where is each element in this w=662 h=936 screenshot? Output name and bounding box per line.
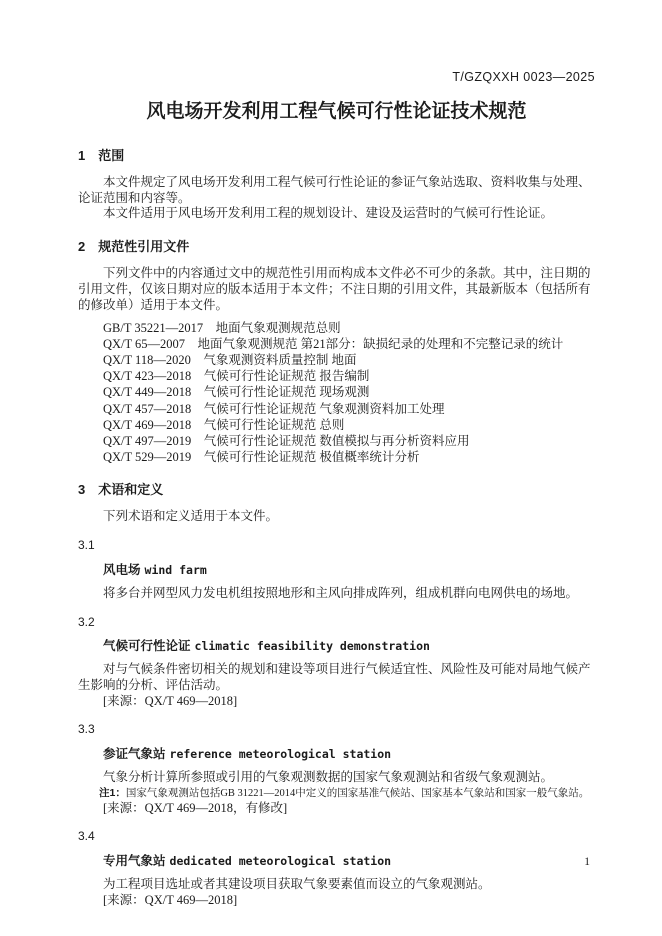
section-3-heading: 3 术语和定义 <box>78 482 164 498</box>
term-name <box>103 563 595 579</box>
term-definition: 气象分析计算所参照或引用的气象观测数据的国家气象观测站和省级气象观测站。 <box>103 769 554 784</box>
section-1-paragraph: 本文件规定了风电场开发利用工程气候可行性论证的参证气象站选取、资料收集与处理、论证范围和内容等。 <box>78 174 591 205</box>
term-name-zh: 专用气象站 <box>103 853 166 868</box>
section-1-heading: 1 范围 <box>78 147 125 163</box>
reference-item: GB/T 35221—2017 地面气象观测规范总则 <box>103 320 341 335</box>
term-name-en: reference meteorological station <box>169 747 392 762</box>
term-number: 3.1 <box>78 538 95 553</box>
reference-item: QX/T 457—2018 气候可行性论证规范 气象观测资料加工处理 <box>103 401 445 416</box>
note-text: 国家气象观测站包括GB 31221—2014中定义的国家基准气候站、国家基本气象站和国家一般气象站。 <box>125 787 590 799</box>
term-source: [来源：QX/T 469—2018] <box>103 693 238 708</box>
term-name-en: dedicated meteorological station <box>169 853 392 868</box>
reference-item: QX/T 469—2018 气候可行性论证规范 总则 <box>103 417 345 432</box>
reference-item: QX/T 65—2007 地面气象观测规范 第21部分：缺损纪录的处理和不完整记录的统计 <box>103 336 564 351</box>
term-name <box>103 639 595 655</box>
term-name-zh: 气候可行性论证 <box>103 639 191 654</box>
term-name-zh: 风电场 <box>103 563 141 577</box>
term-number: 3.2 <box>78 614 95 629</box>
term-number: 3.4 <box>78 829 95 844</box>
standard-doc-number: T/GZQXXH 0023—2025 <box>452 70 595 84</box>
term-source: [来源：QX/T 469—2018] <box>103 892 238 907</box>
section-2-heading: 2 规范性引用文件 <box>78 239 190 255</box>
term-definition: 将多台并网型风力发电机组按照地形和主风向排成阵列，组成机群向电网供电的场地。 <box>103 585 579 600</box>
reference-item: QX/T 529—2019 气候可行性论证规范 极值概率统计分析 <box>103 450 420 465</box>
page-number: 1 <box>584 856 590 868</box>
term-block <box>78 829 595 908</box>
term-source: [来源：QX/T 469—2018，有修改] <box>103 800 288 815</box>
reference-item: QX/T 423—2018 气候可行性论证规范 报告编制 <box>103 369 370 384</box>
note-label: 注1： <box>99 786 126 799</box>
term-name-en: wind farm <box>144 563 207 577</box>
term-number: 3.3 <box>78 722 95 737</box>
reference-item: QX/T 449—2018 气候可行性论证规范 现场观测 <box>103 385 370 400</box>
term-name-en: climatic feasibility demonstration <box>194 639 430 654</box>
term-definition: 对与气候条件密切相关的规划和建设等项目进行气候适宜性、风险性及可能对局地气候产生影响的分析、评估活动。 <box>78 662 591 692</box>
document-title: 风电场开发利用工程气候可行性论证技术规范 <box>146 100 527 122</box>
term-note <box>99 786 595 801</box>
section-1-paragraph: 本文件适用于风电场开发利用工程的规划设计、建设及运营时的气候可行性论证。 <box>103 206 554 221</box>
normative-references-list <box>78 320 595 466</box>
term-block <box>78 538 595 601</box>
reference-item: QX/T 118—2020 气象观测资料质量控制 地面 <box>103 352 357 367</box>
term-definition: 为工程项目选址或者其建设项目获取气象要素值而设立的气象观测站。 <box>103 876 491 891</box>
reference-item: QX/T 497—2019 气候可行性论证规范 数值模拟与再分析资料应用 <box>103 434 470 448</box>
term-name <box>103 854 595 870</box>
section-3-intro: 下列术语和定义适用于本文件。 <box>103 509 279 524</box>
term-name <box>103 747 595 763</box>
term-block <box>78 615 595 710</box>
term-block <box>78 722 595 816</box>
section-2-intro: 下列文件中的内容通过文中的规范性引用而构成本文件必不可少的条款。其中，注日期的引用文件，仅该日期对应的版本适用于本文件；不注日期的引用文件，其最新版本（包括所有的修改单）适用于本文件。 <box>78 266 591 312</box>
term-name-zh: 参证气象站 <box>103 747 166 762</box>
